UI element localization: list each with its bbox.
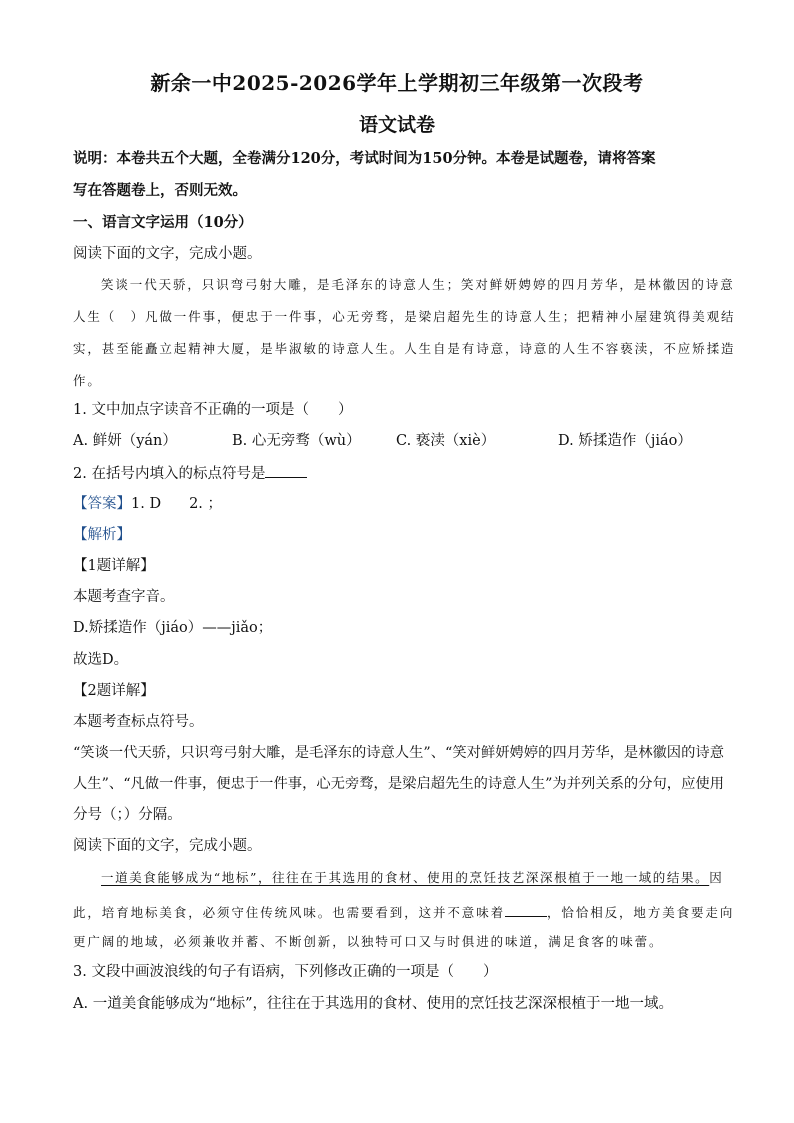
passage-blank — [505, 904, 547, 917]
detail-1-line-3: 故选D。 — [73, 652, 129, 668]
passage-2-line-3: 更广阔的地域，必须兼收并蓄、不断创新，以独特可口又与时俱进的味道，满足食客的味蕾。 — [73, 934, 664, 949]
answer-line — [73, 497, 222, 512]
answer-2: 2. ； — [189, 496, 223, 512]
question-2-stem — [73, 465, 307, 482]
passage-1-line-2: 人生（ ）凡做一件事，便忠于一件事，心无旁骛，是梁启超先生的诗意人生；把精神小屋建筑得美观结 — [73, 309, 736, 324]
answer-1: 1. D — [131, 496, 162, 512]
answer-label: 【答案】 — [73, 496, 131, 512]
answer-blank — [265, 465, 307, 478]
question-1-option-c: C. 亵渎（xiè） — [396, 433, 496, 449]
detail-2-line-4: 分号（；）分隔。 — [73, 807, 182, 823]
passage-1-line-1: 笑谈一代天骄，只识弯弓射大雕，是毛泽东的诗意人生；笑对鲜妍娉婷的四月芳华，是林徽因的诗意 — [101, 277, 735, 292]
page-title: 新余一中2025-2026学年上学期初三年级第一次段考 — [150, 71, 644, 95]
passage-1-line-3: 实，甚至能矗立起精神大厦，是毕淑敏的诗意人生。人生自是有诗意，诗意的人生不容亵渎，不应矫揉造 — [73, 341, 736, 356]
instructions-line-2: 写在答题卷上，否则无效。 — [73, 182, 247, 199]
passage-2-line-2-b: ，恰恰相反，地方美食要走向 — [547, 905, 735, 920]
passage-1-line-4: 作。 — [73, 373, 102, 388]
question-2-text: 2. 在括号内填入的标点符号是 — [73, 466, 266, 482]
wavy-underlined-sentence: 一道美食能够成为“地标”，往往在于其选用的食材、使用的烹饪技艺深深根植于一地一域的结果。 — [101, 870, 710, 885]
question-1-option-d: D. 矫揉造作（jiáo） — [558, 433, 692, 449]
passage-2-line-1 — [101, 872, 723, 885]
question-3-stem: 3. 文段中画波浪线的句子有语病，下列修改正确的一项是（ ） — [73, 964, 498, 980]
passage-2-line-1-end: 因 — [709, 870, 724, 885]
question-1-option-b: B. 心无旁骛（wù） — [232, 433, 361, 449]
question-1-option-a: A. 鲜妍（yán） — [73, 433, 177, 449]
detail-2-line-1: 本题考查标点符号。 — [73, 714, 204, 730]
detail-1-line-2: D.矫揉造作（jiáo）——jiǎo； — [73, 620, 273, 636]
question-3-option-a: A. 一道美食能够成为“地标”，往往在于其选用的食材、使用的烹饪技艺深深根植于一地一域。 — [73, 996, 674, 1012]
section-1-intro: 阅读下面的文字，完成小题。 — [73, 246, 262, 262]
question-1-stem: 1. 文中加点字读音不正确的一项是（ ） — [73, 402, 353, 418]
section-1-heading: 一、语言文字运用（10分） — [73, 214, 253, 231]
detail-1-label: 【1题详解】 — [73, 558, 155, 574]
detail-2-line-3: 人生”、“凡做一件事，便忠于一件事，心无旁骛，是梁启超先生的诗意人生”为并列关系的分句，应使用 — [73, 776, 724, 792]
page-subtitle: 语文试卷 — [358, 114, 435, 136]
detail-2-line-2: “笑谈一代天骄，只识弯弓射大雕，是毛泽东的诗意人生”、“笑对鲜妍娉婷的四月芳华，是林徽因的诗意 — [73, 745, 724, 761]
passage-2-line-2-a: 此，培育地标美食，必须守住传统风味。也需要看到，这并不意味着 — [73, 905, 506, 920]
instructions-line-1: 说明：本卷共五个大题，全卷满分120分，考试时间为150分钟。本卷是试题卷，请将答案 — [73, 150, 656, 167]
detail-2-label: 【2题详解】 — [73, 683, 155, 699]
detail-1-line-1: 本题考查字音。 — [73, 589, 175, 605]
analysis-label: 【解析】 — [73, 527, 131, 543]
passage-2-line-2 — [73, 904, 734, 920]
section-2-intro: 阅读下面的文字，完成小题。 — [73, 838, 262, 854]
